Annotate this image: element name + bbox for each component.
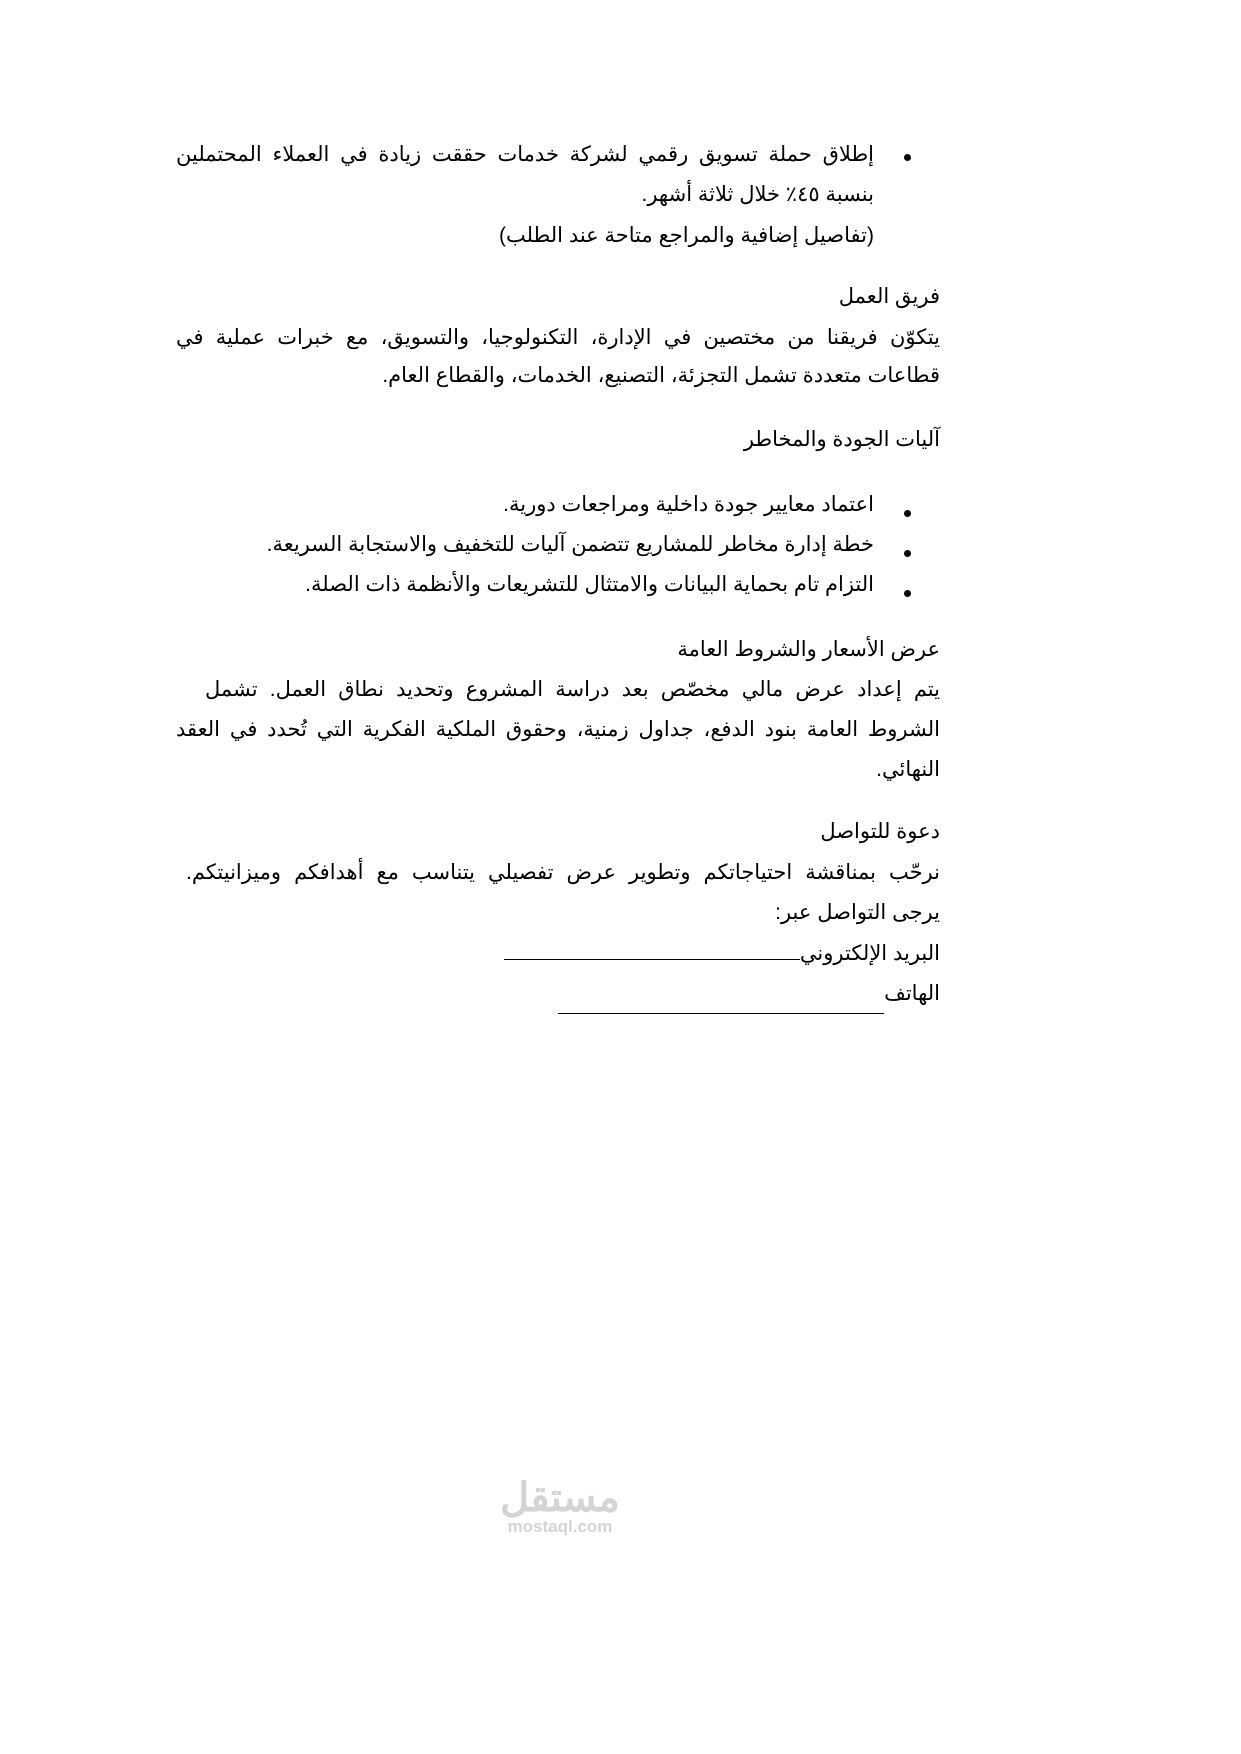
phone-label: الهاتف xyxy=(884,982,940,1005)
bullet-icon xyxy=(904,510,911,517)
contact-intro: نرحّب بمناقشة احتياجاتكم وتطوير عرض تفصيلي يتناسب مع أهدافكم وميزانيتكم. xyxy=(186,861,940,884)
email-field xyxy=(504,939,940,968)
email-label: البريد الإلكتروني xyxy=(799,942,940,965)
phone-field xyxy=(558,979,940,1008)
team-text-line: يتكوّن فريقنا من مختصين في الإدارة، التكنولوجيا، والتسويق، مع خبرات عملية في xyxy=(176,326,940,349)
bullet-icon xyxy=(904,590,911,597)
bullet-icon xyxy=(904,550,911,557)
phone-blank-line xyxy=(558,993,884,1014)
quality-item: اعتماد معايير جودة داخلية ومراجعات دورية. xyxy=(503,493,874,516)
watermark-arabic: مستقل xyxy=(500,1476,620,1520)
contact-via: يرجى التواصل عبر: xyxy=(775,901,940,924)
achievement-line: إطلاق حملة تسويق رقمي لشركة خدمات حققت زيادة في العملاء المحتملين xyxy=(176,143,874,166)
pricing-text-line: النهائي. xyxy=(876,758,940,781)
bullet-icon xyxy=(904,154,911,161)
quality-item: خطة إدارة مخاطر للمشاريع تتضمن آليات للتخفيف والاستجابة السريعة. xyxy=(266,533,874,556)
contact-heading: دعوة للتواصل xyxy=(820,820,940,843)
team-heading: فريق العمل xyxy=(838,285,940,308)
watermark-logo xyxy=(490,1478,630,1536)
quality-heading: آليات الجودة والمخاطر xyxy=(743,428,940,451)
achievement-line: بنسبة ٤٥٪ خلال ثلاثة أشهر. xyxy=(641,183,874,206)
email-blank-line xyxy=(504,939,800,960)
pricing-text-line: يتم إعداد عرض مالي مخصّص بعد دراسة المشروع وتحديد نطاق العمل. تشمل xyxy=(205,678,940,701)
watermark-latin: mostaql.com xyxy=(507,1517,613,1536)
team-text-line: قطاعات متعددة تشمل التجزئة، التصنيع، الخدمات، والقطاع العام. xyxy=(382,364,940,387)
pricing-heading: عرض الأسعار والشروط العامة xyxy=(677,638,940,661)
achievement-note: (تفاصيل إضافية والمراجع متاحة عند الطلب) xyxy=(498,224,874,247)
quality-item: التزام تام بحماية البيانات والامتثال للتشريعات والأنظمة ذات الصلة. xyxy=(305,573,874,596)
pricing-text-line: الشروط العامة بنود الدفع، جداول زمنية، وحقوق الملكية الفكرية التي تُحدد في العقد xyxy=(176,718,940,741)
